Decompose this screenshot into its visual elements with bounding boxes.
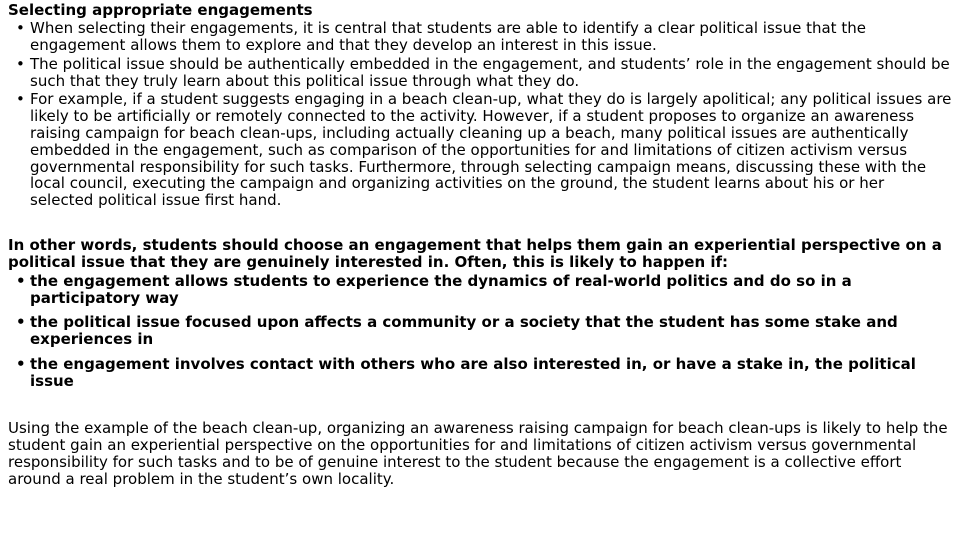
list-item xyxy=(8,56,952,90)
list-item xyxy=(8,356,952,390)
bullet-icon: • xyxy=(16,355,26,374)
spacer xyxy=(8,398,952,420)
list-item xyxy=(8,314,952,348)
condition-bullet-list xyxy=(8,273,952,390)
intro-bullet-list xyxy=(8,20,952,209)
spacer xyxy=(8,211,952,237)
list-item-text: the engagement involves contact with others who are also interested in, or have a stake in, the political issue xyxy=(30,355,916,390)
list-item-text: The political issue should be authentically embedded in the engagement, and students’ role in the engagement should be such that they truly learn about this political issue through what they do. xyxy=(30,54,950,90)
bullet-icon: • xyxy=(16,313,26,332)
bullet-icon: • xyxy=(16,54,25,73)
bullet-icon: • xyxy=(16,271,26,290)
page-title: Selecting appropriate engagements xyxy=(8,1,313,19)
list-item-text: the political issue focused upon affects a community or a society that the student has some stake and experiences in xyxy=(30,313,898,349)
list-item-text: When selecting their engagements, it is central that students are able to identify a clear political issue that the engagement allows them to explore and that they develop an interest in this issue. xyxy=(30,19,866,55)
closing-paragraph: Using the example of the beach clean-up, organizing an awareness raising campaign for beach clean-ups is likely to help the student gain an experiential perspective on the opportunities for and limitations of citizen activism versus governmental responsibility for such tasks and to be of genuine interest to the student because the engagement is a collective effort around a real problem in the student’s own locality. xyxy=(8,418,948,489)
list-item-text: the engagement allows students to experience the dynamics of real-world politics and do so in a participatory way xyxy=(30,271,852,307)
summary-paragraph: In other words, students should choose an engagement that helps them gain an experiential perspective on a political issue that they are genuinely interested in. Often, this is likely to happen if: xyxy=(8,236,942,271)
bullet-icon: • xyxy=(16,90,25,109)
list-item xyxy=(8,273,952,307)
list-item xyxy=(8,20,952,54)
list-item-text: For example, if a student suggests engaging in a beach clean-up, what they do is largely apolitical; any political issues are likely to be artificially or remotely connected to the activity. However, if a student proposes to organize an awareness raising campaign for beach clean-ups, including actually cleaning up a beach, many political issues are authentically embedded in the engagement, such as comparison of the opportunities for and limitations of citizen activism versus governmental responsibility for such tasks. Furthermore, through selecting campaign means, discussing these with the local council, executing the campaign and organizing activities on the ground, the student learns about his or her selected political issue first hand. xyxy=(30,90,952,210)
list-item xyxy=(8,91,952,209)
bullet-icon: • xyxy=(16,19,25,38)
